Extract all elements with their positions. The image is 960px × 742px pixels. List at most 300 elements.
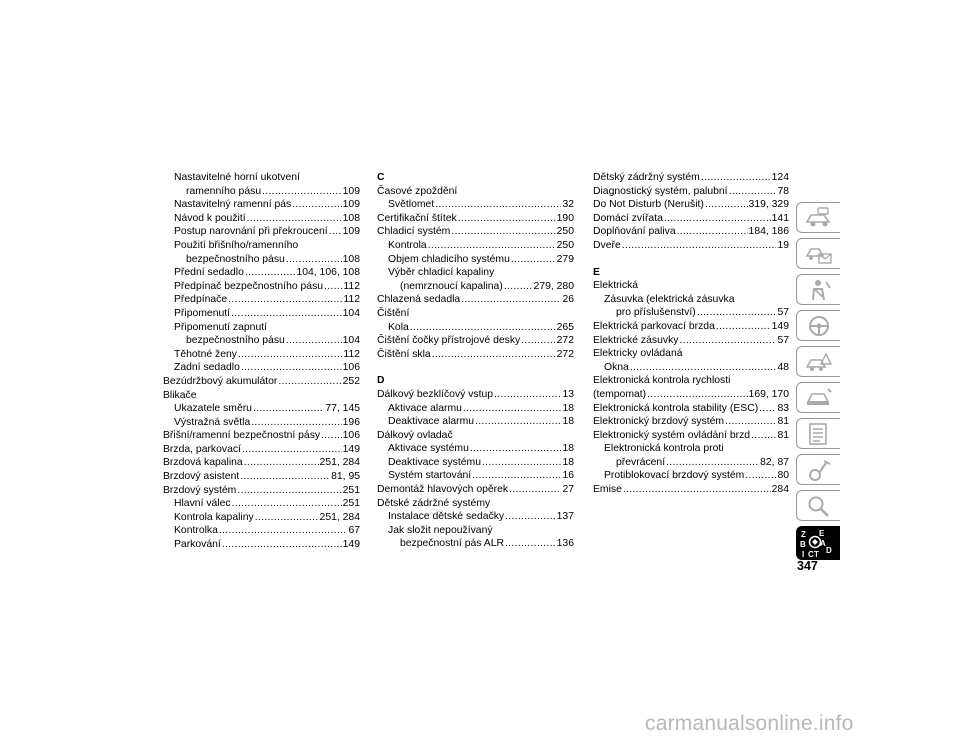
page-reference[interactable]: 265 — [556, 321, 574, 333]
index-entry — [377, 225, 574, 239]
index-term: Dětské zádržné systémy — [377, 497, 491, 509]
page-reference[interactable]: 81 — [777, 429, 789, 441]
index-entry — [377, 185, 574, 199]
index-term: Dálkový bezklíčový vstup — [377, 388, 494, 400]
leader-dots — [222, 538, 342, 552]
index-entry — [377, 212, 574, 226]
index-term: převrácení — [616, 456, 666, 468]
checklist-icon — [804, 422, 834, 446]
index-entry — [163, 185, 360, 199]
index-term: Použití břišního/ramenního — [174, 239, 299, 251]
index-term: Kola — [388, 321, 409, 333]
index-term: Okna — [604, 361, 629, 373]
leader-dots — [255, 511, 319, 525]
index-entry — [593, 306, 789, 320]
index-entry — [163, 361, 360, 375]
index-term: Bezúdržbový akumulátor — [163, 375, 278, 387]
index-entry — [163, 171, 360, 185]
index-entry — [163, 416, 360, 430]
index-term: Brzdový systém — [163, 484, 237, 496]
page-reference[interactable]: 18 — [562, 402, 574, 414]
leader-dots — [435, 198, 561, 212]
page-reference[interactable]: 319, 329 — [748, 199, 789, 211]
index-term: Elektricky ovládaná — [593, 348, 683, 360]
index-term: Kontrola — [388, 239, 427, 251]
tab-dashboard[interactable] — [796, 202, 840, 233]
index-term: Dětský zádržný systém — [593, 172, 700, 183]
leader-dots — [697, 306, 777, 320]
index-entry — [377, 307, 574, 321]
index-entry — [163, 538, 360, 552]
index-term: Nastavitelný ramenní pás — [174, 199, 292, 211]
index-term: Připomenutí — [174, 307, 231, 319]
section-letter: C — [377, 172, 385, 183]
leader-dots — [472, 469, 561, 483]
page-reference[interactable]: 108 — [342, 212, 360, 224]
index-entry — [163, 402, 360, 416]
page-reference[interactable]: 48 — [777, 361, 789, 373]
page-reference[interactable]: 104 — [342, 335, 360, 347]
index-term: Doplňování paliva — [593, 226, 676, 238]
index-term: Systém startování — [388, 470, 472, 482]
page-reference[interactable]: 16 — [562, 470, 574, 482]
index-entry — [593, 415, 789, 429]
page-reference[interactable]: 251, 284 — [319, 457, 360, 469]
leader-dots — [237, 484, 341, 498]
page-reference[interactable]: 190 — [556, 212, 574, 224]
leader-dots — [505, 510, 556, 524]
page-reference[interactable]: 251, 284 — [319, 511, 360, 523]
leader-dots — [745, 469, 776, 483]
index-entry — [593, 374, 789, 388]
page-reference[interactable]: 18 — [562, 443, 574, 455]
index-term: Objem chladicího systému — [388, 253, 510, 265]
page-reference[interactable]: 137 — [556, 511, 574, 523]
leader-dots — [679, 334, 776, 348]
index-entry — [377, 429, 574, 443]
index-term: Předpínače — [174, 294, 228, 306]
index-entry — [163, 375, 360, 389]
index-term: Chlazená sedadla — [377, 294, 461, 306]
page-reference[interactable]: 77, 145 — [325, 403, 360, 415]
index-term: Parkování — [174, 539, 221, 551]
page-reference[interactable]: 169, 170 — [748, 388, 789, 400]
page-reference[interactable]: 279 — [556, 253, 574, 265]
leader-dots — [725, 415, 776, 429]
leader-dots — [238, 348, 342, 362]
index-entry — [163, 212, 360, 226]
index-entry — [593, 212, 789, 226]
index-term: Kontrolka — [174, 525, 218, 537]
index-term: Chladicí systém — [377, 226, 451, 238]
index-entry — [163, 389, 360, 403]
page-reference[interactable]: 104 — [342, 307, 360, 319]
index-entry — [593, 469, 789, 483]
index-term: Aktivace systému — [388, 443, 469, 455]
page-reference[interactable]: 81 — [777, 416, 789, 428]
index-entry — [593, 293, 789, 307]
index-entry — [163, 456, 360, 470]
index-letter: I — [802, 550, 805, 559]
leader-dots — [705, 198, 748, 212]
index-term: Brzdová kapalina — [163, 457, 243, 469]
index-term: Elektrické zásuvky — [593, 334, 679, 346]
index-entry — [163, 429, 360, 443]
page-reference[interactable]: 149 — [342, 443, 360, 455]
page-reference[interactable]: 136 — [556, 538, 574, 550]
index-term: Časové zpoždění — [377, 185, 458, 197]
index-entry — [163, 348, 360, 362]
index-entry — [163, 334, 360, 348]
index-entry — [377, 497, 574, 511]
index-entry — [593, 429, 789, 443]
page-reference[interactable]: 141 — [771, 212, 789, 224]
index-term: Těhotné ženy — [174, 348, 237, 360]
index-entry — [163, 293, 360, 307]
index-entry — [377, 280, 574, 294]
page-reference[interactable]: 18 — [562, 416, 574, 428]
page-reference[interactable]: 26 — [562, 294, 574, 306]
index-term: Elektrická — [593, 280, 639, 292]
index-term: Ukazatele směru — [174, 403, 252, 415]
index-term: Čištění — [377, 307, 410, 319]
index-term: bezpečnostního pásu — [186, 253, 285, 265]
index-entry — [593, 279, 789, 293]
index-term: bezpečnostního pásu — [186, 335, 285, 347]
index-term: Hlavní válec — [174, 498, 231, 510]
leader-dots — [251, 416, 341, 430]
index-entry — [377, 348, 574, 362]
leader-dots — [321, 429, 342, 443]
index-entry — [593, 320, 789, 334]
index-entry — [377, 266, 574, 280]
index-term: Výstražná světla — [174, 416, 251, 428]
tab-index[interactable] — [796, 526, 840, 560]
leader-dots — [228, 293, 342, 307]
leader-dots — [219, 524, 348, 538]
section-letter: D — [377, 375, 385, 387]
index-term: Protiblokovací brzdový systém — [604, 470, 745, 482]
page-reference[interactable]: 109 — [342, 226, 360, 238]
leader-dots — [494, 388, 561, 402]
seatbelt-person-icon — [804, 278, 834, 302]
leader-dots — [664, 212, 771, 226]
index-term: pro příslušenství) — [616, 307, 696, 319]
index-term: Břišní/ramenní bezpečnostní pásy — [163, 430, 321, 442]
index-entry — [377, 456, 574, 470]
index-term: Dálkový ovladač — [377, 429, 453, 441]
index-term: Světlomet — [388, 199, 435, 211]
index-letters-icon — [808, 535, 822, 549]
tab-search[interactable] — [796, 490, 840, 521]
leader-dots — [666, 456, 759, 470]
leader-dots — [729, 185, 777, 199]
page-number: 347 — [797, 559, 818, 573]
index-entry — [377, 334, 574, 348]
leader-dots — [470, 442, 562, 456]
index-term: Aktivace alarmu — [388, 402, 462, 414]
tab-specifications[interactable] — [796, 418, 840, 449]
watermark: carmanualsonline.info — [645, 712, 854, 735]
page-reference[interactable]: 284 — [771, 484, 789, 496]
leader-dots — [329, 225, 342, 239]
index-entry — [377, 483, 574, 497]
page-reference[interactable]: 67 — [348, 525, 360, 537]
page-reference[interactable]: 184, 186 — [748, 226, 789, 238]
index-term: Diagnostický systém, palubní — [593, 185, 728, 197]
leader-dots — [244, 456, 319, 470]
index-term: Výběr chladicí kapaliny — [388, 267, 495, 279]
index-entry — [377, 239, 574, 253]
page-reference[interactable]: 112 — [343, 280, 360, 292]
page-reference[interactable]: 19 — [777, 239, 789, 251]
page-reference[interactable]: 149 — [342, 539, 360, 551]
leader-dots — [461, 293, 561, 307]
leader-dots — [245, 266, 296, 280]
index-term: Elektronická kontrola proti — [604, 443, 724, 455]
leader-dots — [647, 388, 747, 402]
magnifier-icon — [804, 494, 834, 518]
page-reference[interactable]: 250 — [556, 239, 574, 251]
leader-dots — [324, 280, 342, 294]
index-term: Připomenutí zapnutí — [174, 321, 267, 333]
page-reference[interactable]: 57 — [777, 307, 789, 319]
leader-dots — [292, 198, 341, 212]
page-reference[interactable]: 13 — [562, 388, 574, 400]
index-letter: B — [800, 540, 806, 549]
index-entry — [377, 524, 574, 538]
index-term: Jak složit nepoužívaný — [388, 524, 493, 536]
tab-emergency[interactable] — [796, 346, 840, 377]
page-reference[interactable]: 109 — [342, 199, 360, 211]
leader-dots — [458, 212, 556, 226]
index-term: Přední sedadlo — [174, 267, 244, 279]
index-entry — [377, 402, 574, 416]
leader-dots — [428, 239, 556, 253]
index-entry — [593, 456, 789, 470]
index-column-3 — [593, 171, 789, 497]
leader-dots — [521, 334, 555, 348]
index-entry — [593, 239, 789, 253]
index-entry — [377, 388, 574, 402]
index-entry — [593, 388, 789, 402]
leader-dots — [630, 361, 777, 375]
index-entry — [377, 253, 574, 267]
page-reference[interactable]: 108 — [342, 253, 360, 265]
index-term: Brzdový asistent — [163, 471, 240, 483]
index-term: Zásuvka (elektrická zásuvka — [604, 293, 735, 305]
page-reference[interactable]: 81, 95 — [331, 471, 360, 483]
page-reference[interactable]: 82, 87 — [760, 456, 789, 468]
page-reference[interactable]: 196 — [342, 416, 360, 428]
leader-dots — [511, 253, 556, 267]
index-entry — [593, 185, 789, 199]
chapter-tabs — [796, 202, 842, 565]
index-letter: Z — [801, 530, 806, 539]
index-entry — [163, 443, 360, 457]
index-entry — [593, 483, 789, 497]
page-reference[interactable]: 27 — [562, 484, 574, 496]
leader-dots — [410, 321, 556, 335]
index-entry — [163, 511, 360, 525]
index-entry — [163, 484, 360, 498]
page-reference[interactable]: 80 — [777, 470, 789, 482]
index-entry — [163, 239, 360, 253]
leader-dots — [463, 402, 562, 416]
index-term: Čištění čočky přístrojové desky — [377, 335, 521, 347]
index-entry — [593, 402, 789, 416]
index-term: Certifikační štítek — [377, 212, 457, 224]
page-reference[interactable]: 104, 106, 108 — [296, 267, 360, 279]
index-entry — [163, 321, 360, 335]
leader-dots — [504, 280, 533, 294]
leader-dots — [451, 225, 555, 239]
index-column-2 — [377, 171, 574, 551]
car-tools-icon — [804, 386, 834, 410]
index-entry — [593, 442, 789, 456]
leader-dots — [231, 307, 342, 321]
page-reference[interactable]: 32 — [562, 199, 574, 211]
leader-dots — [505, 537, 556, 551]
index-term: Čištění skla — [377, 348, 431, 360]
index-letter: A — [820, 539, 826, 548]
index-entry — [163, 307, 360, 321]
index-entry — [377, 469, 574, 483]
page-reference[interactable]: 252 — [342, 375, 360, 387]
page-reference[interactable]: 272 — [556, 335, 574, 347]
tab-multimedia[interactable] — [796, 454, 840, 485]
index-term: Předpínač bezpečnostního pásu — [174, 280, 324, 292]
page-reference[interactable]: 78 — [777, 185, 789, 197]
page-reference[interactable]: 18 — [562, 456, 574, 468]
leader-dots — [509, 483, 561, 497]
section-letter: E — [593, 266, 600, 278]
page-reference[interactable]: 106 — [342, 430, 360, 442]
index-letter: D — [826, 546, 832, 555]
leader-dots — [278, 375, 341, 389]
car-dashboard-icon — [804, 206, 834, 230]
leader-dots — [482, 456, 561, 470]
leader-dots — [240, 470, 330, 484]
index-letter: C — [808, 550, 814, 559]
leader-dots — [241, 361, 342, 375]
index-entry — [593, 361, 789, 375]
tab-service[interactable] — [796, 382, 840, 413]
page-reference[interactable]: 124 — [771, 172, 789, 183]
page-reference[interactable]: 272 — [556, 348, 574, 360]
index-term: Postup narovnání při překroucení — [174, 226, 328, 238]
index-column-1 — [163, 171, 360, 552]
page-reference[interactable]: 149 — [771, 320, 789, 332]
index-term: (nemrznoucí kapalina) — [400, 280, 503, 292]
index-entry — [163, 225, 360, 239]
envelope-car-icon — [804, 242, 834, 266]
tab-messages[interactable] — [796, 238, 840, 269]
index-term: ramenního pásu — [186, 185, 262, 197]
index-term: Elektronický systém ovládání brzd — [593, 429, 751, 441]
index-entry — [593, 171, 789, 185]
leader-dots — [262, 185, 342, 199]
index-term: Elektrická parkovací brzda — [593, 320, 715, 332]
leader-dots — [716, 320, 771, 334]
leader-dots — [286, 253, 342, 267]
leader-dots — [677, 225, 748, 239]
index-entry — [593, 198, 789, 212]
index-term: Blikače — [163, 389, 197, 401]
leader-dots — [247, 212, 342, 226]
index-entry — [163, 280, 360, 294]
leader-dots — [242, 443, 342, 457]
steering-wheel-icon — [804, 314, 834, 338]
index-entry — [377, 198, 574, 212]
index-term: Instalace dětské sedačky — [388, 511, 505, 523]
page-reference[interactable]: 251 — [342, 498, 360, 510]
car-crash-icon — [804, 350, 834, 374]
index-term: Kontrola kapaliny — [174, 511, 254, 523]
page-reference[interactable]: 83 — [777, 402, 789, 414]
index-term: Návod k použití — [174, 212, 246, 224]
index-term: Brzda, parkovací — [163, 443, 241, 455]
index-letter: T — [814, 550, 819, 559]
leader-dots — [475, 415, 561, 429]
index-entry — [593, 334, 789, 348]
leader-dots — [701, 171, 771, 185]
index-entry — [593, 347, 789, 361]
leader-dots — [622, 239, 777, 253]
index-entry — [377, 510, 574, 524]
index-term: Elektronický brzdový systém — [593, 416, 725, 428]
index-term: Elektronická kontrola rychlosti — [593, 375, 731, 387]
index-entry — [163, 497, 360, 511]
index-term: Zadní sedadlo — [174, 362, 240, 374]
page-reference[interactable]: 251 — [342, 484, 360, 496]
index-term: Dveře — [593, 239, 621, 251]
index-term: Deaktivace systému — [388, 456, 481, 468]
index-entry — [163, 470, 360, 484]
leader-dots — [253, 402, 324, 416]
index-entry — [593, 225, 789, 239]
index-term: Elektronická kontrola stability (ESC) — [593, 402, 759, 414]
index-entry — [377, 415, 574, 429]
page-reference[interactable]: 279, 280 — [533, 280, 574, 292]
index-entry — [163, 253, 360, 267]
page-reference[interactable]: 109 — [342, 185, 360, 197]
index-entry — [377, 442, 574, 456]
page-reference[interactable]: 112 — [343, 294, 360, 306]
page-reference[interactable]: 250 — [556, 226, 574, 238]
tab-driving[interactable] — [796, 310, 840, 341]
leader-dots — [232, 497, 342, 511]
index-term: Do Not Disturb (Nerušit) — [593, 199, 704, 211]
music-note-icon — [804, 458, 834, 482]
leader-dots — [751, 429, 776, 443]
page-reference[interactable]: 112 — [343, 348, 360, 360]
leader-dots — [759, 402, 776, 416]
index-entry — [377, 293, 574, 307]
leader-dots — [286, 334, 342, 348]
index-term: Emise — [593, 484, 622, 496]
index-entry — [377, 537, 574, 551]
page-reference[interactable]: 57 — [777, 334, 789, 346]
index-letter: E — [819, 529, 825, 538]
tab-safety[interactable] — [796, 274, 840, 305]
index-entry — [163, 198, 360, 212]
index-term: (tempomat) — [593, 388, 647, 400]
index-entry — [163, 524, 360, 538]
page-reference[interactable]: 106 — [342, 362, 360, 374]
index-term: Domácí zvířata — [593, 212, 663, 224]
index-term: Deaktivace alarmu — [388, 416, 475, 428]
